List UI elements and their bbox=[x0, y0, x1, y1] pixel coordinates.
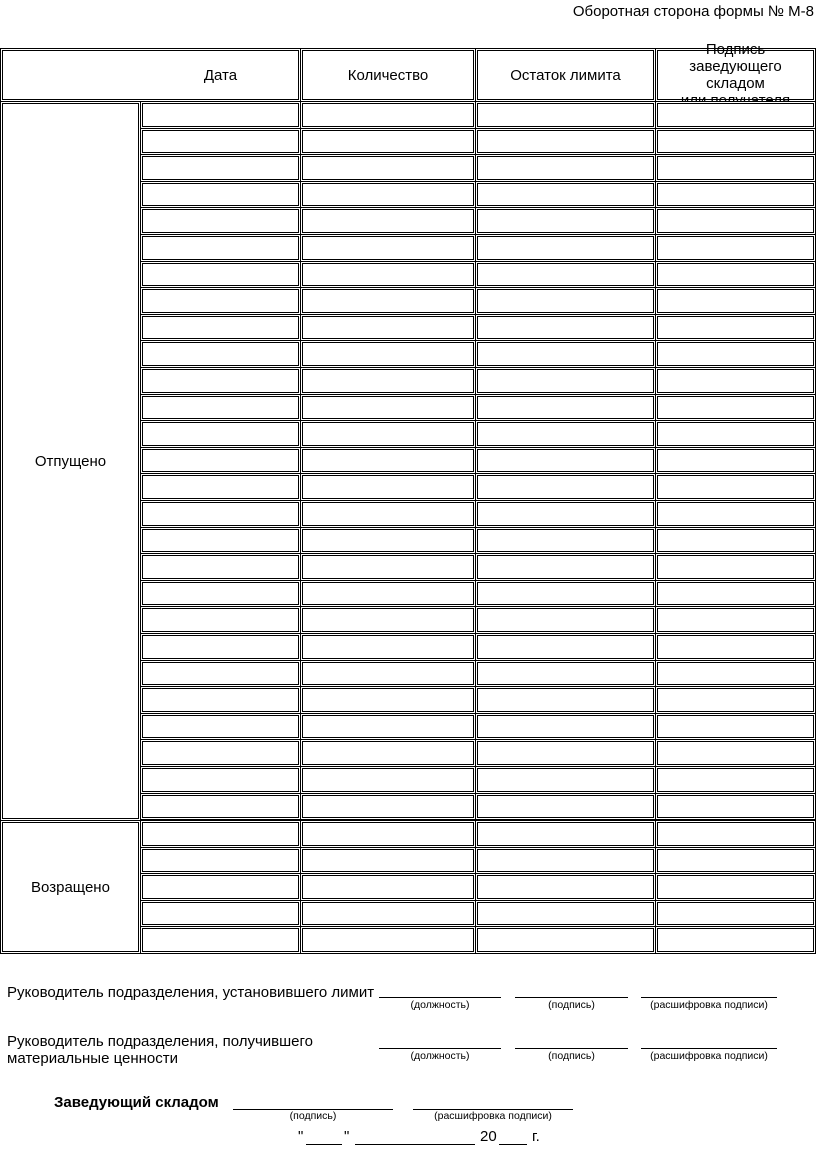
released-cell-signature[interactable] bbox=[655, 527, 816, 555]
released-cell-quantity[interactable] bbox=[300, 234, 476, 262]
returned-cell-signature[interactable] bbox=[655, 847, 816, 875]
returned-cell-signature[interactable] bbox=[655, 873, 816, 901]
released-cell-limit-balance[interactable] bbox=[475, 713, 656, 741]
released-cell-quantity[interactable] bbox=[300, 287, 476, 315]
warehouse-head-signature-hint: (подпись) bbox=[289, 1110, 337, 1122]
returned-cell-quantity[interactable] bbox=[300, 873, 476, 901]
released-cell-quantity[interactable] bbox=[300, 314, 476, 342]
released-cell-date[interactable] bbox=[140, 793, 301, 821]
released-cell-limit-balance[interactable] bbox=[475, 207, 656, 235]
released-cell-signature[interactable] bbox=[655, 128, 816, 156]
released-cell-limit-balance[interactable] bbox=[475, 580, 656, 608]
released-cell-date[interactable] bbox=[140, 207, 301, 235]
returned-cell-limit-balance[interactable] bbox=[475, 820, 656, 848]
returned-cell-quantity[interactable] bbox=[300, 820, 476, 848]
released-cell-quantity[interactable] bbox=[300, 527, 476, 555]
released-cell-quantity[interactable] bbox=[300, 766, 476, 794]
released-cell-limit-balance[interactable] bbox=[475, 367, 656, 395]
warehouse-head-label: Заведующий складом bbox=[54, 1094, 219, 1111]
released-cell-limit-balance[interactable] bbox=[475, 128, 656, 156]
head-limit-signature-line[interactable] bbox=[515, 997, 628, 998]
released-cell-date[interactable] bbox=[140, 500, 301, 528]
header-quantity-label: Количество bbox=[347, 66, 429, 84]
released-cell-signature[interactable] bbox=[655, 686, 816, 714]
released-cell-quantity[interactable] bbox=[300, 606, 476, 634]
released-cell-signature[interactable] bbox=[655, 340, 816, 368]
released-cell-limit-balance[interactable] bbox=[475, 154, 656, 182]
released-cell-limit-balance[interactable] bbox=[475, 447, 656, 475]
released-cell-date[interactable] bbox=[140, 181, 301, 209]
released-cell-signature[interactable] bbox=[655, 793, 816, 821]
released-cell-signature[interactable] bbox=[655, 234, 816, 262]
date-line bbox=[298, 1128, 558, 1148]
returned-cell-limit-balance[interactable] bbox=[475, 900, 656, 928]
released-cell-signature[interactable] bbox=[655, 713, 816, 741]
head-received-label-line2: материальные ценности bbox=[7, 1050, 178, 1067]
released-cell-date[interactable] bbox=[140, 633, 301, 661]
released-cell-limit-balance[interactable] bbox=[475, 101, 656, 129]
released-cell-signature[interactable] bbox=[655, 473, 816, 501]
released-cell-date[interactable] bbox=[140, 660, 301, 688]
released-cell-date[interactable] bbox=[140, 394, 301, 422]
released-cell-quantity[interactable] bbox=[300, 473, 476, 501]
released-cell-signature[interactable] bbox=[655, 367, 816, 395]
header-quantity bbox=[300, 48, 476, 102]
header-limit-balance-label: Остаток лимита bbox=[510, 66, 621, 84]
head-received-decoding-hint: (расшифровка подписи) bbox=[650, 1050, 768, 1062]
section-returned-label: Возращено bbox=[31, 878, 110, 896]
head-limit-decoding-hint: (расшифровка подписи) bbox=[650, 999, 768, 1011]
released-cell-date[interactable] bbox=[140, 314, 301, 342]
released-cell-quantity[interactable] bbox=[300, 261, 476, 289]
released-cell-signature[interactable] bbox=[655, 633, 816, 661]
released-cell-date[interactable] bbox=[140, 606, 301, 634]
head-received-signature-line[interactable] bbox=[515, 1048, 628, 1049]
returned-cell-signature[interactable] bbox=[655, 820, 816, 848]
released-cell-quantity[interactable] bbox=[300, 793, 476, 821]
returned-cell-quantity[interactable] bbox=[300, 900, 476, 928]
released-cell-limit-balance[interactable] bbox=[475, 739, 656, 767]
released-cell-quantity[interactable] bbox=[300, 340, 476, 368]
released-cell-limit-balance[interactable] bbox=[475, 633, 656, 661]
released-cell-signature[interactable] bbox=[655, 181, 816, 209]
released-cell-date[interactable] bbox=[140, 420, 301, 448]
released-cell-quantity[interactable] bbox=[300, 181, 476, 209]
released-cell-signature[interactable] bbox=[655, 314, 816, 342]
released-cell-limit-balance[interactable] bbox=[475, 686, 656, 714]
returned-cell-quantity[interactable] bbox=[300, 926, 476, 954]
released-cell-quantity[interactable] bbox=[300, 154, 476, 182]
returned-cell-limit-balance[interactable] bbox=[475, 847, 656, 875]
section-released bbox=[0, 101, 141, 821]
released-cell-date[interactable] bbox=[140, 553, 301, 581]
released-cell-signature[interactable] bbox=[655, 447, 816, 475]
released-cell-limit-balance[interactable] bbox=[475, 287, 656, 315]
released-cell-limit-balance[interactable] bbox=[475, 793, 656, 821]
released-cell-signature[interactable] bbox=[655, 394, 816, 422]
section-returned bbox=[0, 820, 141, 954]
released-cell-signature[interactable] bbox=[655, 261, 816, 289]
released-cell-date[interactable] bbox=[140, 340, 301, 368]
header-date-label: Дата bbox=[203, 66, 238, 84]
released-cell-signature[interactable] bbox=[655, 287, 816, 315]
released-cell-signature[interactable] bbox=[655, 739, 816, 767]
released-cell-limit-balance[interactable] bbox=[475, 527, 656, 555]
head-limit-label: Руководитель подразделения, установившего лимит bbox=[7, 984, 375, 1001]
date-day-line[interactable] bbox=[306, 1144, 342, 1145]
released-cell-date[interactable] bbox=[140, 766, 301, 794]
released-cell-limit-balance[interactable] bbox=[475, 766, 656, 794]
released-cell-signature[interactable] bbox=[655, 500, 816, 528]
head-limit-position-line[interactable] bbox=[379, 997, 501, 998]
head-received-decoding-line[interactable] bbox=[641, 1048, 777, 1049]
header-signature-line2: складом bbox=[706, 75, 765, 92]
released-cell-limit-balance[interactable] bbox=[475, 606, 656, 634]
date-open-quote: " bbox=[298, 1128, 304, 1145]
head-limit-signature-hint: (подпись) bbox=[548, 999, 595, 1011]
head-received-position-line[interactable] bbox=[379, 1048, 501, 1049]
section-released-label: Отпущено bbox=[34, 452, 107, 470]
released-cell-date[interactable] bbox=[140, 367, 301, 395]
released-cell-date[interactable] bbox=[140, 447, 301, 475]
returned-cell-signature[interactable] bbox=[655, 926, 816, 954]
head-received-signature-hint: (подпись) bbox=[548, 1050, 595, 1062]
returned-cell-date[interactable] bbox=[140, 900, 301, 928]
released-cell-quantity[interactable] bbox=[300, 713, 476, 741]
released-cell-signature[interactable] bbox=[655, 660, 816, 688]
returned-cell-date[interactable] bbox=[140, 847, 301, 875]
returned-cell-date[interactable] bbox=[140, 926, 301, 954]
head-limit-decoding-line[interactable] bbox=[641, 997, 777, 998]
released-cell-quantity[interactable] bbox=[300, 394, 476, 422]
returned-cell-signature[interactable] bbox=[655, 900, 816, 928]
released-cell-signature[interactable] bbox=[655, 101, 816, 129]
released-cell-signature[interactable] bbox=[655, 606, 816, 634]
date-month-line[interactable] bbox=[355, 1144, 475, 1145]
released-cell-date[interactable] bbox=[140, 101, 301, 129]
released-cell-limit-balance[interactable] bbox=[475, 660, 656, 688]
warehouse-head-decoding-hint: (расшифровка подписи) bbox=[434, 1110, 552, 1122]
released-cell-limit-balance[interactable] bbox=[475, 500, 656, 528]
released-cell-date[interactable] bbox=[140, 686, 301, 714]
released-cell-quantity[interactable] bbox=[300, 101, 476, 129]
released-cell-limit-balance[interactable] bbox=[475, 420, 656, 448]
released-cell-limit-balance[interactable] bbox=[475, 234, 656, 262]
date-century: 20 bbox=[480, 1128, 497, 1145]
released-cell-limit-balance[interactable] bbox=[475, 553, 656, 581]
released-cell-signature[interactable] bbox=[655, 420, 816, 448]
returned-cell-date[interactable] bbox=[140, 820, 301, 848]
form-title: Оборотная сторона формы № М-8 bbox=[572, 3, 814, 20]
released-cell-signature[interactable] bbox=[655, 207, 816, 235]
header-signature bbox=[655, 41, 816, 102]
date-year-suffix: г. bbox=[532, 1128, 540, 1145]
date-year-line[interactable] bbox=[499, 1144, 527, 1145]
released-cell-quantity[interactable] bbox=[300, 739, 476, 767]
returned-cell-date[interactable] bbox=[140, 873, 301, 901]
released-cell-limit-balance[interactable] bbox=[475, 181, 656, 209]
released-cell-date[interactable] bbox=[140, 287, 301, 315]
released-cell-signature[interactable] bbox=[655, 766, 816, 794]
header-date bbox=[0, 48, 301, 102]
released-cell-quantity[interactable] bbox=[300, 367, 476, 395]
released-cell-quantity[interactable] bbox=[300, 128, 476, 156]
head-received-position-hint: (должность) bbox=[410, 1050, 470, 1062]
released-cell-quantity[interactable] bbox=[300, 633, 476, 661]
head-limit-position-hint: (должность) bbox=[410, 999, 470, 1011]
returned-cell-quantity[interactable] bbox=[300, 847, 476, 875]
date-close-quote: " bbox=[344, 1128, 350, 1145]
released-cell-quantity[interactable] bbox=[300, 686, 476, 714]
released-cell-date[interactable] bbox=[140, 154, 301, 182]
released-cell-quantity[interactable] bbox=[300, 660, 476, 688]
released-cell-signature[interactable] bbox=[655, 580, 816, 608]
released-cell-limit-balance[interactable] bbox=[475, 340, 656, 368]
released-cell-quantity[interactable] bbox=[300, 500, 476, 528]
released-cell-limit-balance[interactable] bbox=[475, 473, 656, 501]
head-received-label-line1: Руководитель подразделения, получившего bbox=[7, 1033, 313, 1050]
released-cell-limit-balance[interactable] bbox=[475, 261, 656, 289]
released-cell-limit-balance[interactable] bbox=[475, 394, 656, 422]
released-cell-limit-balance[interactable] bbox=[475, 314, 656, 342]
released-cell-date[interactable] bbox=[140, 128, 301, 156]
released-cell-date[interactable] bbox=[140, 739, 301, 767]
released-cell-quantity[interactable] bbox=[300, 447, 476, 475]
released-cell-date[interactable] bbox=[140, 234, 301, 262]
released-cell-date[interactable] bbox=[140, 527, 301, 555]
released-cell-quantity[interactable] bbox=[300, 553, 476, 581]
returned-cell-limit-balance[interactable] bbox=[475, 873, 656, 901]
released-cell-quantity[interactable] bbox=[300, 580, 476, 608]
released-cell-date[interactable] bbox=[140, 580, 301, 608]
released-cell-date[interactable] bbox=[140, 473, 301, 501]
released-cell-signature[interactable] bbox=[655, 553, 816, 581]
released-cell-signature[interactable] bbox=[655, 154, 816, 182]
released-cell-date[interactable] bbox=[140, 261, 301, 289]
released-cell-quantity[interactable] bbox=[300, 420, 476, 448]
released-cell-quantity[interactable] bbox=[300, 207, 476, 235]
returned-cell-limit-balance[interactable] bbox=[475, 926, 656, 954]
header-signature-line1: Подпись заведующего bbox=[689, 41, 782, 75]
header-limit-balance bbox=[475, 48, 656, 102]
released-cell-date[interactable] bbox=[140, 713, 301, 741]
